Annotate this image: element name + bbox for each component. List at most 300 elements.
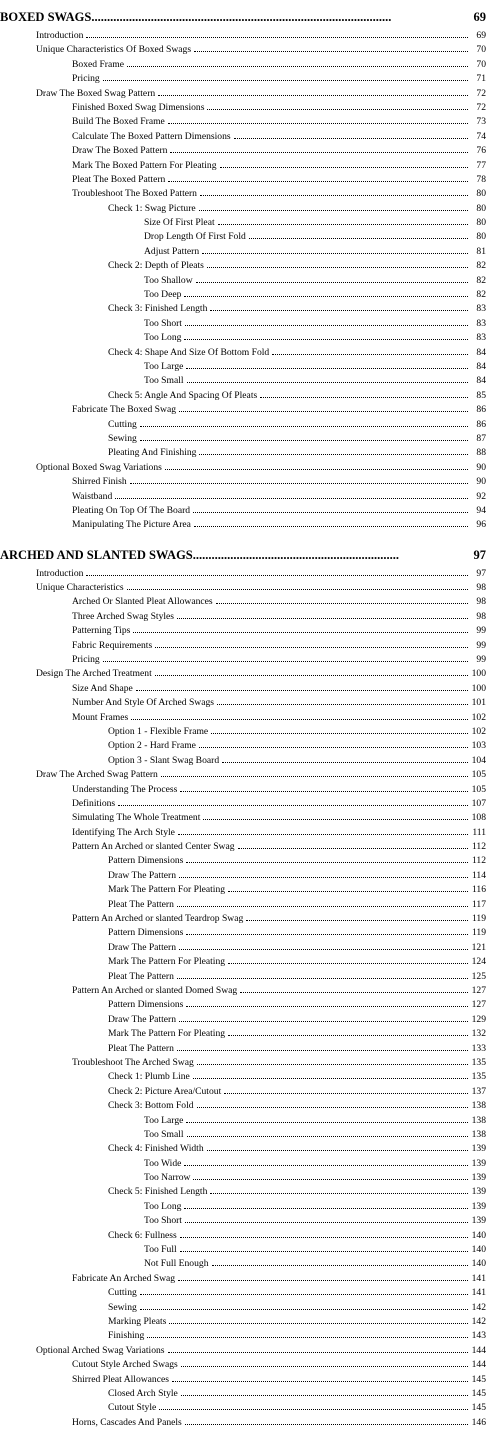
entry-title: Too Narrow xyxy=(144,1172,191,1184)
toc-entry xyxy=(0,229,486,243)
entry-title: Understanding The Process xyxy=(72,783,178,795)
entry-page-number: 135 xyxy=(471,1056,486,1068)
toc-entry xyxy=(0,652,486,666)
toc-entry xyxy=(0,911,486,925)
entry-page-number: 83 xyxy=(476,332,486,344)
entry-title: Drop Length Of First Fold xyxy=(144,231,246,243)
toc-entry xyxy=(0,431,486,445)
toc-entry xyxy=(0,1343,486,1357)
toc-entry xyxy=(0,373,486,387)
toc-entry xyxy=(0,1170,486,1184)
toc-entry xyxy=(0,114,486,128)
dot-leader xyxy=(130,474,468,484)
toc-entry xyxy=(0,681,486,695)
entry-title: Too Wide xyxy=(144,1157,182,1169)
entry-page-number: 84 xyxy=(476,346,486,358)
entry-title: Shirred Finish xyxy=(72,476,127,488)
entry-title: Check 1: Plumb Line xyxy=(108,1071,190,1083)
entry-title: Mount Frames xyxy=(72,711,129,723)
dot-leader: ................................................................................................ xyxy=(91,10,392,24)
entry-page-number: 85 xyxy=(476,389,486,401)
entry-title: Too Full xyxy=(144,1244,177,1256)
dot-leader xyxy=(177,609,468,619)
toc-entry xyxy=(0,796,486,810)
toc-entry xyxy=(0,897,486,911)
entry-page-number: 141 xyxy=(471,1287,486,1299)
entry-page-number: 94 xyxy=(476,504,486,516)
dot-leader xyxy=(115,489,468,499)
entry-page-number: 86 xyxy=(476,404,486,416)
entry-title: Pleat The Pattern xyxy=(108,1042,174,1054)
dot-leader xyxy=(193,1170,468,1180)
dot-leader xyxy=(179,868,468,878)
toc-entry xyxy=(0,1084,486,1098)
entry-page-number: 108 xyxy=(471,812,486,824)
entry-page-number: 90 xyxy=(476,476,486,488)
entry-page-number: 117 xyxy=(471,898,486,910)
entry-page-number: 116 xyxy=(471,884,486,896)
toc-entry xyxy=(0,1328,486,1342)
entry-page-number: 139 xyxy=(471,1157,486,1169)
toc-entry xyxy=(0,301,486,315)
section-page-number: 97 xyxy=(473,547,486,562)
toc-entry xyxy=(0,1012,486,1026)
dot-leader xyxy=(131,710,468,720)
toc-entry xyxy=(0,825,486,839)
entry-title: Fabricate The Boxed Swag xyxy=(72,404,176,416)
section-title: BOXED SWAGS xyxy=(0,10,92,24)
entry-title: Build The Boxed Frame xyxy=(72,116,165,128)
entry-title: Finishing xyxy=(108,1330,145,1342)
entry-page-number: 100 xyxy=(471,682,486,694)
dot-leader xyxy=(184,1199,468,1209)
toc-entry xyxy=(0,388,486,402)
entry-title: Sewing xyxy=(108,1301,137,1313)
dot-leader xyxy=(222,753,468,763)
entry-page-number: 105 xyxy=(471,783,486,795)
toc-entry xyxy=(0,1357,486,1371)
entry-title: Option 3 - Slant Swag Board xyxy=(108,754,220,766)
entry-page-number: 140 xyxy=(471,1229,486,1241)
toc-entry xyxy=(0,738,486,752)
entry-title: Unique Characteristics Of Boxed Swags xyxy=(36,44,192,56)
entry-page-number: 72 xyxy=(476,87,486,99)
dot-leader xyxy=(155,666,468,676)
entry-title: Arched Or Slanted Pleat Allowances xyxy=(72,596,213,608)
entry-title: Mark The Pattern For Pleating xyxy=(108,956,226,968)
entry-title: Cutting xyxy=(108,1287,137,1299)
dot-leader xyxy=(211,724,468,734)
section-title: ARCHED AND SLANTED SWAGS xyxy=(0,547,193,562)
toc-entry xyxy=(0,201,486,215)
dot-leader xyxy=(228,954,468,964)
entry-title: Manipulating The Picture Area xyxy=(72,519,191,531)
entry-title: Waistband xyxy=(72,490,113,502)
dot-leader xyxy=(179,402,468,412)
toc-entry xyxy=(0,330,486,344)
table-of-contents xyxy=(0,10,486,1429)
entry-title: Check 4: Finished Width xyxy=(108,1143,204,1155)
dot-leader xyxy=(184,330,468,340)
toc-entry xyxy=(0,940,486,954)
entry-page-number: 135 xyxy=(471,1071,486,1083)
toc-entry xyxy=(0,925,486,939)
entry-page-number: 145 xyxy=(471,1373,486,1385)
toc-entry xyxy=(0,782,486,796)
entry-title: Definitions xyxy=(72,797,116,809)
entry-title: Draw The Pattern xyxy=(108,869,177,881)
entry-page-number: 119 xyxy=(471,913,486,925)
entry-page-number: 81 xyxy=(476,245,486,257)
entry-title: Fabricate An Arched Swag xyxy=(72,1272,176,1284)
dot-leader xyxy=(207,258,468,268)
entry-page-number: 124 xyxy=(471,956,486,968)
toc-entry xyxy=(0,810,486,824)
entry-title: Too Long xyxy=(144,1200,182,1212)
dot-leader xyxy=(127,580,468,590)
entry-page-number: 142 xyxy=(471,1315,486,1327)
entry-page-number: 125 xyxy=(471,970,486,982)
dot-leader xyxy=(159,1400,468,1410)
toc-entry xyxy=(0,1055,486,1069)
toc-entry xyxy=(0,1271,486,1285)
entry-title: Pleat The Pattern xyxy=(108,970,174,982)
entry-title: Pattern Dimensions xyxy=(108,927,184,939)
toc-entry xyxy=(0,460,486,474)
dot-leader xyxy=(186,925,468,935)
entry-title: Check 5: Finished Length xyxy=(108,1186,208,1198)
toc-entry xyxy=(0,1314,486,1328)
section-page-number: 69 xyxy=(473,10,486,24)
dot-leader xyxy=(170,143,468,153)
dot-leader xyxy=(140,1285,468,1295)
dot-leader xyxy=(238,839,468,849)
dot-leader xyxy=(272,345,468,355)
entry-title: Pleat The Boxed Pattern xyxy=(72,173,166,185)
entry-page-number: 145 xyxy=(471,1402,486,1414)
toc-entry xyxy=(0,1300,486,1314)
dot-leader xyxy=(187,1127,468,1137)
entry-page-number: 144 xyxy=(471,1359,486,1371)
toc-entry xyxy=(0,594,486,608)
entry-page-number: 105 xyxy=(471,769,486,781)
dot-leader xyxy=(178,1271,468,1281)
dot-leader xyxy=(127,57,468,67)
toc-entry xyxy=(0,1069,486,1083)
toc-entry xyxy=(0,983,486,997)
entry-title: Mark The Pattern For Pleating xyxy=(108,1028,226,1040)
toc-entry xyxy=(0,273,486,287)
toc-entry xyxy=(0,724,486,738)
toc-entry xyxy=(0,1242,486,1256)
section-heading xyxy=(0,10,486,28)
entry-page-number: 121 xyxy=(471,941,486,953)
toc-entry xyxy=(0,28,486,42)
entry-title: Too Large xyxy=(144,1114,184,1126)
entry-title: Option 1 - Flexible Frame xyxy=(108,725,209,737)
toc-entry xyxy=(0,638,486,652)
entry-title: Horns, Cascades And Panels xyxy=(72,1416,182,1428)
entry-page-number: 72 xyxy=(476,101,486,113)
toc-entry xyxy=(0,767,486,781)
entry-page-number: 70 xyxy=(476,44,486,56)
entry-page-number: 140 xyxy=(471,1244,486,1256)
entry-page-number: 127 xyxy=(471,985,486,996)
entry-page-number: 102 xyxy=(471,711,486,723)
toc-entry xyxy=(0,1400,486,1414)
toc-entry xyxy=(0,445,486,459)
entry-page-number: 98 xyxy=(476,596,486,608)
toc-entry xyxy=(0,359,486,373)
entry-page-number: 139 xyxy=(471,1143,486,1155)
entry-title: Too Large xyxy=(144,360,184,372)
entry-title: Calculate The Boxed Pattern Dimensions xyxy=(72,130,231,142)
toc-entry xyxy=(0,1127,486,1141)
entry-title: Check 3: Finished Length xyxy=(108,303,208,315)
toc-entry xyxy=(0,566,486,580)
entry-page-number: 90 xyxy=(476,461,486,473)
dot-leader xyxy=(210,301,468,311)
entry-page-number: 80 xyxy=(476,188,486,200)
entry-page-number: 80 xyxy=(476,202,486,214)
dot-leader xyxy=(196,273,468,283)
toc-entry xyxy=(0,580,486,594)
dot-leader xyxy=(140,417,468,427)
dot-leader xyxy=(180,1242,468,1252)
entry-title: Check 2: Depth of Pleats xyxy=(108,260,204,272)
entry-page-number: 80 xyxy=(476,217,486,229)
entry-title: Unique Characteristics xyxy=(36,582,124,594)
dot-leader xyxy=(217,695,468,705)
dot-leader xyxy=(186,359,468,369)
entry-page-number: 87 xyxy=(476,432,486,444)
dot-leader xyxy=(181,1386,468,1396)
entry-title: Cutting xyxy=(108,418,137,430)
toc-entry xyxy=(0,158,486,172)
entry-page-number: 102 xyxy=(471,725,486,737)
dot-leader xyxy=(193,1069,468,1079)
dot-leader xyxy=(185,316,468,326)
entry-page-number: 111 xyxy=(472,826,486,838)
entry-title: Design The Arched Treatment xyxy=(36,668,152,680)
entry-page-number: 98 xyxy=(476,582,486,594)
entry-title: Mark The Boxed Pattern For Pleating xyxy=(72,159,217,171)
dot-leader xyxy=(249,229,468,239)
entry-title: Draw The Pattern xyxy=(108,941,177,953)
entry-page-number: 138 xyxy=(471,1128,486,1140)
entry-title: Size And Shape xyxy=(72,682,133,694)
toc-entry xyxy=(0,100,486,114)
dot-leader xyxy=(185,1213,468,1223)
entry-title: Check 5: Angle And Spacing Of Pleats xyxy=(108,389,258,401)
entry-page-number: 104 xyxy=(471,754,486,766)
entry-title: Cutout Style xyxy=(108,1402,157,1414)
toc-entry xyxy=(0,215,486,229)
entry-page-number: 137 xyxy=(471,1085,486,1097)
entry-page-number: 139 xyxy=(471,1200,486,1212)
entry-page-number: 78 xyxy=(476,173,486,185)
dot-leader: .................................................................. xyxy=(192,547,399,562)
toc-entry xyxy=(0,1184,486,1198)
dot-leader xyxy=(186,997,468,1007)
entry-title: Too Shallow xyxy=(144,274,193,286)
dot-leader xyxy=(186,853,468,863)
toc-entry xyxy=(0,244,486,258)
entry-page-number: 86 xyxy=(476,418,486,430)
toc-entry xyxy=(0,710,486,724)
toc-entry xyxy=(0,186,486,200)
entry-page-number: 84 xyxy=(476,375,486,387)
toc-entry xyxy=(0,1026,486,1040)
dot-leader xyxy=(207,1141,468,1151)
entry-title: Shirred Pleat Allowances xyxy=(72,1373,169,1385)
toc-entry xyxy=(0,172,486,186)
dot-leader xyxy=(240,983,468,993)
toc-entry xyxy=(0,969,486,983)
dot-leader xyxy=(140,431,468,441)
dot-leader xyxy=(179,940,468,950)
dot-leader xyxy=(234,129,468,139)
dot-leader xyxy=(184,287,468,297)
toc-entry xyxy=(0,517,486,531)
dot-leader xyxy=(158,86,468,96)
entry-page-number: 132 xyxy=(471,1028,486,1040)
entry-title: Cutout Style Arched Swags xyxy=(72,1359,178,1371)
entry-page-number: 99 xyxy=(476,654,486,666)
toc-entry xyxy=(0,1141,486,1155)
entry-title: Size Of First Pleat xyxy=(144,217,215,229)
dot-leader xyxy=(168,1343,468,1353)
toc-entry xyxy=(0,1213,486,1227)
toc-entry xyxy=(0,882,486,896)
entry-page-number: 80 xyxy=(476,231,486,243)
entry-title: Too Deep xyxy=(144,289,182,301)
toc-entry xyxy=(0,853,486,867)
dot-leader xyxy=(147,1328,468,1338)
dot-leader xyxy=(194,517,468,527)
toc-entry xyxy=(0,1199,486,1213)
entry-title: Closed Arch Style xyxy=(108,1387,178,1399)
entry-title: Finished Boxed Swag Dimensions xyxy=(72,101,205,113)
entry-title: Option 2 - Hard Frame xyxy=(108,740,196,752)
dot-leader xyxy=(187,373,468,383)
section-heading xyxy=(0,548,486,566)
toc-entry xyxy=(0,1285,486,1299)
entry-page-number: 82 xyxy=(476,274,486,286)
dot-leader xyxy=(168,172,468,182)
entry-title: Fabric Requirements xyxy=(72,639,153,651)
entry-page-number: 74 xyxy=(476,130,486,142)
dot-leader xyxy=(246,911,468,921)
entry-page-number: 138 xyxy=(471,1100,486,1112)
dot-leader xyxy=(169,1314,468,1324)
entry-title: Troubleshoot The Boxed Pattern xyxy=(72,188,197,200)
entry-page-number: 84 xyxy=(476,360,486,372)
entry-title: Too Small xyxy=(144,1128,184,1140)
entry-page-number: 119 xyxy=(471,927,486,939)
entry-page-number: 76 xyxy=(476,145,486,157)
entry-title: Pattern Dimensions xyxy=(108,855,184,867)
toc-entry xyxy=(0,1156,486,1170)
dot-leader xyxy=(103,71,468,81)
toc-entry xyxy=(0,316,486,330)
entry-page-number: 127 xyxy=(471,999,486,1011)
toc-entry xyxy=(0,1041,486,1055)
toc-entry xyxy=(0,1372,486,1386)
toc-entry xyxy=(0,489,486,503)
entry-page-number: 99 xyxy=(476,639,486,651)
dot-leader xyxy=(216,594,468,604)
toc-entry xyxy=(0,143,486,157)
dot-leader xyxy=(212,1256,469,1266)
dot-leader xyxy=(197,1055,468,1065)
entry-page-number: 96 xyxy=(476,519,486,531)
dot-leader xyxy=(210,1184,468,1194)
entry-page-number: 107 xyxy=(471,797,486,809)
dot-leader xyxy=(185,1415,468,1425)
entry-title: Optional Arched Swag Variations xyxy=(36,1344,165,1356)
entry-title: Pricing xyxy=(72,654,100,666)
entry-page-number: 77 xyxy=(476,159,486,171)
entry-page-number: 97 xyxy=(476,567,486,579)
toc-entry xyxy=(0,129,486,143)
dot-leader xyxy=(180,1228,468,1238)
dot-leader xyxy=(118,796,468,806)
entry-page-number: 69 xyxy=(476,30,486,41)
dot-leader xyxy=(202,244,468,254)
entry-title: Number And Style Of Arched Swags xyxy=(72,697,215,709)
toc-entry xyxy=(0,1228,486,1242)
toc-entry xyxy=(0,287,486,301)
entry-page-number: 140 xyxy=(471,1258,486,1270)
entry-title: Pleating On Top Of The Board xyxy=(72,504,191,516)
dot-leader xyxy=(178,825,468,835)
entry-title: Draw The Boxed Pattern xyxy=(72,145,168,157)
entry-title: Too Short xyxy=(144,1215,182,1227)
entry-title: Identifying The Arch Style xyxy=(72,826,175,838)
entry-title: Patterning Tips xyxy=(72,625,131,637)
dot-leader xyxy=(228,1026,468,1036)
dot-leader xyxy=(179,1012,468,1022)
toc-entry xyxy=(0,1113,486,1127)
toc-entry xyxy=(0,1098,486,1112)
toc-entry xyxy=(0,695,486,709)
toc-entry xyxy=(0,57,486,71)
toc-entry xyxy=(0,474,486,488)
toc-entry xyxy=(0,71,486,85)
dot-leader xyxy=(184,1156,468,1166)
entry-page-number: 82 xyxy=(476,289,486,301)
entry-page-number: 145 xyxy=(471,1387,486,1399)
dot-leader xyxy=(218,215,468,225)
entry-title: Optional Boxed Swag Variations xyxy=(36,461,162,473)
entry-title: Too Short xyxy=(144,317,182,329)
toc-entry xyxy=(0,666,486,680)
dot-leader xyxy=(161,767,468,777)
toc-entry xyxy=(0,402,486,416)
dot-leader xyxy=(186,1113,468,1123)
entry-page-number: 103 xyxy=(471,740,486,752)
entry-page-number: 112 xyxy=(471,855,486,867)
dot-leader xyxy=(180,782,468,792)
toc-entry xyxy=(0,954,486,968)
dot-leader xyxy=(155,638,468,648)
entry-page-number: 139 xyxy=(471,1186,486,1198)
entry-title: Draw The Boxed Swag Pattern xyxy=(36,87,156,99)
entry-title: Pattern An Arched or slanted Center Swag xyxy=(72,841,235,853)
entry-title: Check 3: Bottom Fold xyxy=(108,1100,194,1112)
entry-title: Check 1: Swag Picture xyxy=(108,202,196,214)
